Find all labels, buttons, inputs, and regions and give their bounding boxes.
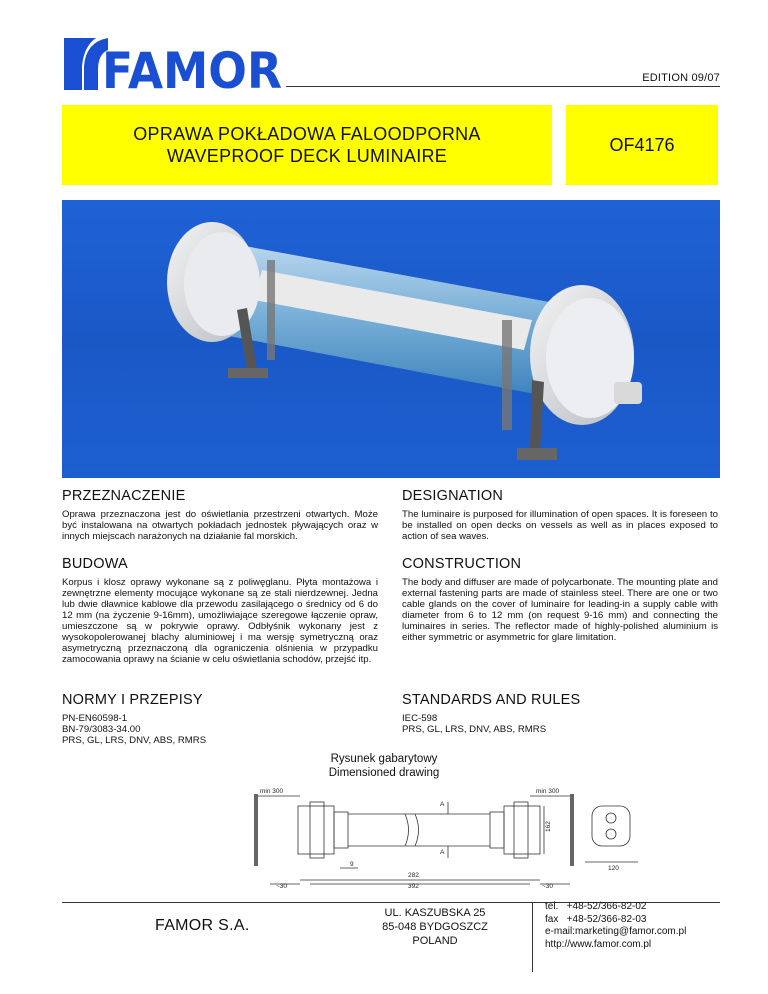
designation-heading-en: DESIGNATION <box>402 488 504 504</box>
title-pl: OPRAWA POKŁADOWA FALOODPORNA <box>133 124 481 144</box>
designation-text-en: The luminaire is purposed for illumination of open spaces. It is foreseen to be installed on open decks on vessels as well as in places exposed to action of sea waves. <box>402 509 718 542</box>
address-street: UL. KASZUBSKA 25 <box>384 907 486 919</box>
waveproof-deck-luminaire-photo-icon <box>62 200 720 478</box>
designation-heading-pl: PRZEZNACZENIE <box>62 488 186 504</box>
construction-heading-en: CONSTRUCTION <box>402 556 522 572</box>
header-rule <box>286 86 720 87</box>
brand-name: FAMOR <box>102 42 282 92</box>
dim-min-300-left: min 300 <box>260 788 284 795</box>
standards-heading-en: STANDARDS AND RULES <box>402 692 581 708</box>
dim-30-right: ~30 <box>542 883 554 890</box>
product-code-box <box>566 105 718 185</box>
construction-text-en: The body and diffuser are made of polycarbonate. The mounting plate and external fastening parts are made of stainless steel. There are one or two cable glands on the cover of luminaire for leading-in a supply cable with diameter from 6 to 12 mm (on request 9-16 mm) and connecting the luminaires in series. The reflector made of highly-polished aluminium is either symmetric or asymmetric for glare limitation. <box>402 577 718 643</box>
dimensioned-drawing <box>240 784 640 892</box>
standards-text-en: IEC-598 PRS, GL, LRS, DNV, ABS, RMRS <box>402 713 547 735</box>
product-photo <box>62 200 720 478</box>
dim-min-300-right: min 300 <box>536 788 560 795</box>
title-en: WAVEPROOF DECK LUMINAIRE <box>166 146 448 166</box>
company-name: FAMOR S.A. <box>155 917 250 934</box>
product-code: OF4176 <box>609 134 675 155</box>
dim-120: 120 <box>608 865 619 872</box>
contact-website[interactable]: http://www.famor.com.pl <box>545 938 652 950</box>
drawing-title-pl: Rysunek gabarytowy <box>330 753 438 765</box>
section-a-bottom: A <box>440 849 445 856</box>
dim-162: 162 <box>545 821 552 832</box>
title-box <box>62 105 552 185</box>
drawing-title-en: Dimensioned drawing <box>328 767 440 779</box>
contact-tel: tel. +48-52/366-82-02 <box>545 901 647 912</box>
contact-fax: fax +48-52/366-82-03 <box>545 913 647 925</box>
construction-heading-pl: BUDOWA <box>62 556 128 572</box>
contact-email[interactable]: e-mail:marketing@famor.com.pl <box>545 926 687 937</box>
company-address <box>350 906 520 948</box>
construction-text-pl: Korpus i klosz oprawy wykonane są z poliwęglanu. Płyta montażowa i zewnętrzne elementy mocujące wykonane są ze stali nierdzewnej. Jedna lub dwie dławnice kablowe dla przewodu zasilającego o średnicy od 6 do 12 mm (na życzenie 9-16mm), umożliwiające szeregowe łączenie opraw, umieszczone są w pokrywie oprawy. Odbłyśnik wykonany jest z wysokopolerowanej blachy aluminiowej i ma wersję symetryczną oraz asymetryczną przeznaczoną dla ograniczenia olśnienia w przypadku zamocowania oprawy na ścianie w celu oświetlania schodów, przejść itp. <box>62 577 378 665</box>
dim-392: 392 <box>408 883 419 890</box>
designation-text-pl: Oprawa przeznaczona jest do oświetlania przestrzeni otwartych. Może być instalowana na otwartych pokładach jednostek pływających oraz w innych miejscach narażonych na działanie fal morskich. <box>62 509 378 542</box>
famor-logo <box>62 36 284 92</box>
standards-heading-pl: NORMY I PRZEPISY <box>62 692 203 708</box>
footer-divider <box>532 902 533 972</box>
address-country: POLAND <box>412 935 458 947</box>
contact-block <box>545 901 686 951</box>
dim-9: 9 <box>350 861 354 868</box>
standards-text-pl: PN-EN60598-1 BN-79/3083-34.00 PRS, GL, LRS, DNV, ABS, RMRS <box>62 713 207 746</box>
drawing-title <box>0 752 768 780</box>
address-city: 85-048 BYDGOSZCZ <box>382 921 488 933</box>
section-a-top: A <box>440 801 445 808</box>
dim-30-left: ~30 <box>276 883 288 890</box>
edition-label: EDITION 09/07 <box>642 72 720 84</box>
dim-282: 282 <box>408 872 419 879</box>
